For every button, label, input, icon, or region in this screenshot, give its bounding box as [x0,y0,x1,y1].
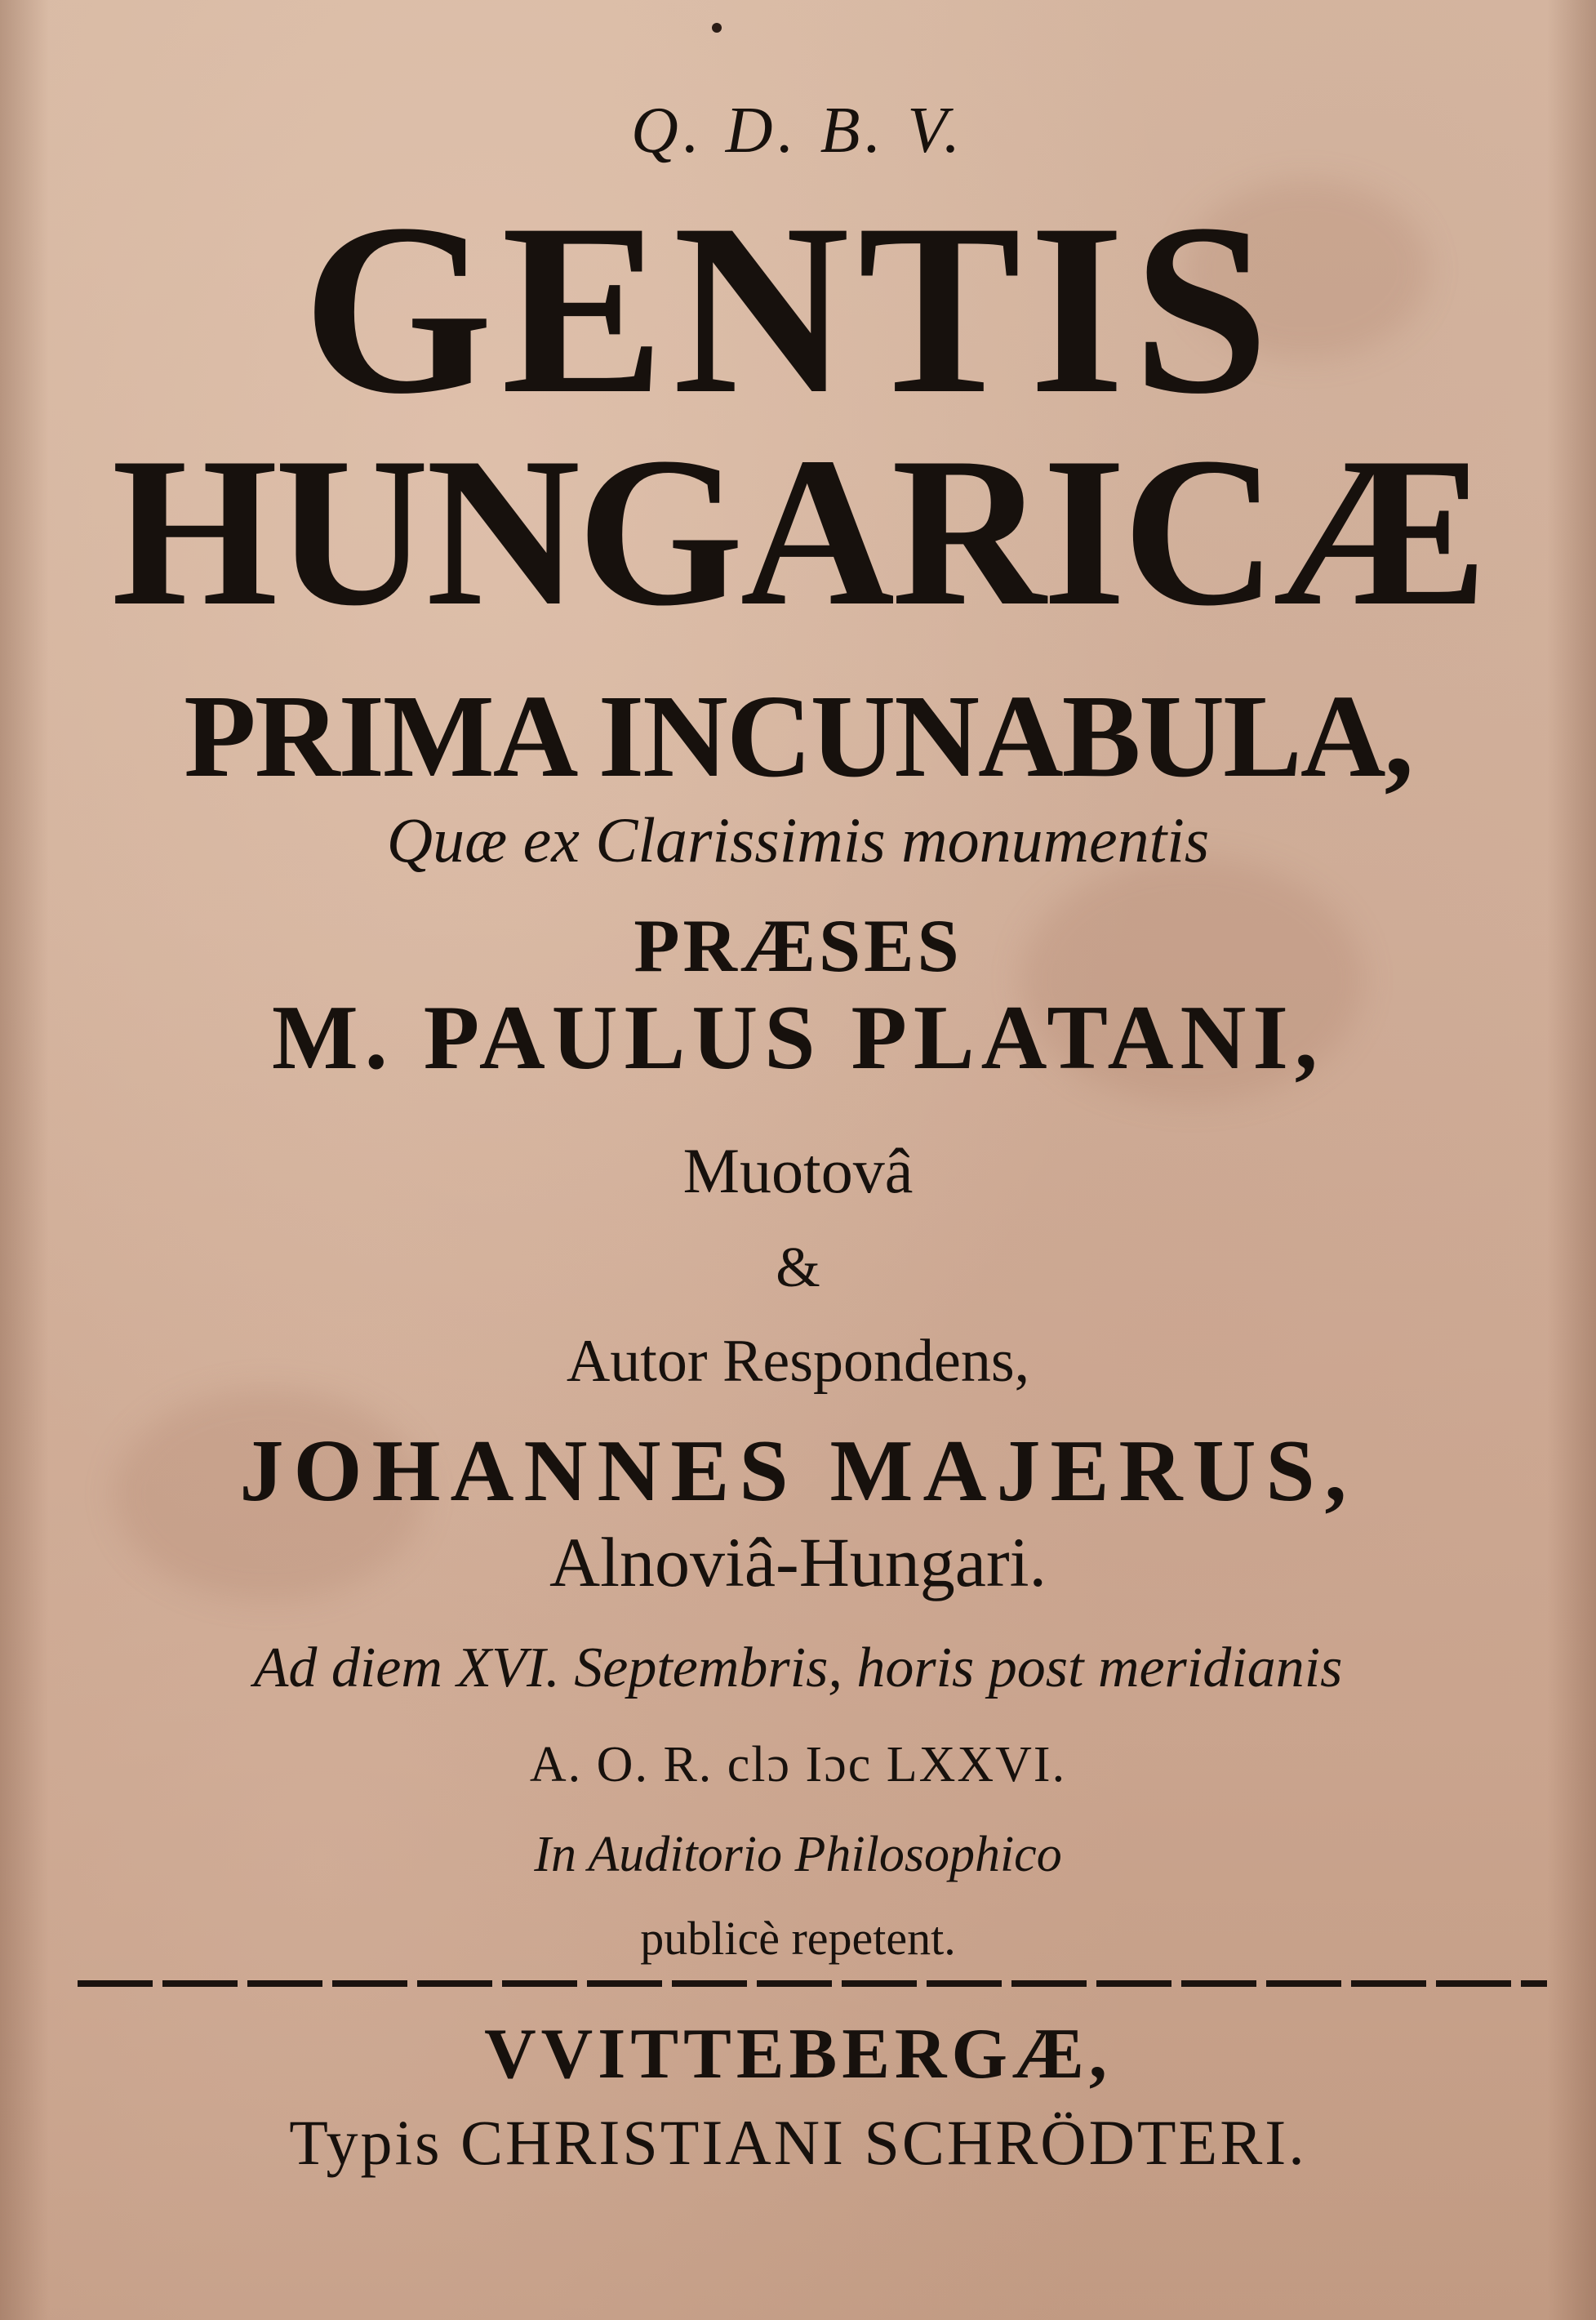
respondent-name: JOHANNES MAJERUS, [239,1423,1357,1520]
praeses-name: M. PAULUS PLATANI, [272,987,1324,1089]
place-of-printing: VVITTEBERGÆ, [484,2015,1112,2094]
praeses-label: PRÆSES [634,904,962,987]
respondent-origin: Alnoviâ-Hungari. [549,1523,1047,1601]
subtitle: Quæ ex Clarissimis monumentis [386,804,1210,875]
title-line-hungaricae: HUNGARICÆ [111,413,1485,650]
date-line: Ad diem XVI. Septembris, horis post meridianis [253,1636,1343,1699]
printer-line: Typis CHRISTIANI SCHRÖDTERI. [289,2107,1307,2178]
year-line: A. O. R. clɔ Iɔc LXXVI. [529,1737,1067,1792]
dashed-divider-rule [78,1980,1547,1987]
conjunction: & [776,1236,820,1299]
action-line: publicè repetent. [640,1912,956,1965]
ink-speck [712,23,722,33]
title-line-prima-incunabula: PRIMA INCUNABULA, [184,671,1412,802]
praeses-origin: Muotovâ [682,1135,914,1206]
title-line-gentis: GENTIS [302,173,1278,444]
invocation: Q. D. B. V. [631,95,965,167]
venue-line: In Auditorio Philosophico [534,1827,1062,1882]
respondent-label: Autor Respondens, [566,1328,1030,1395]
